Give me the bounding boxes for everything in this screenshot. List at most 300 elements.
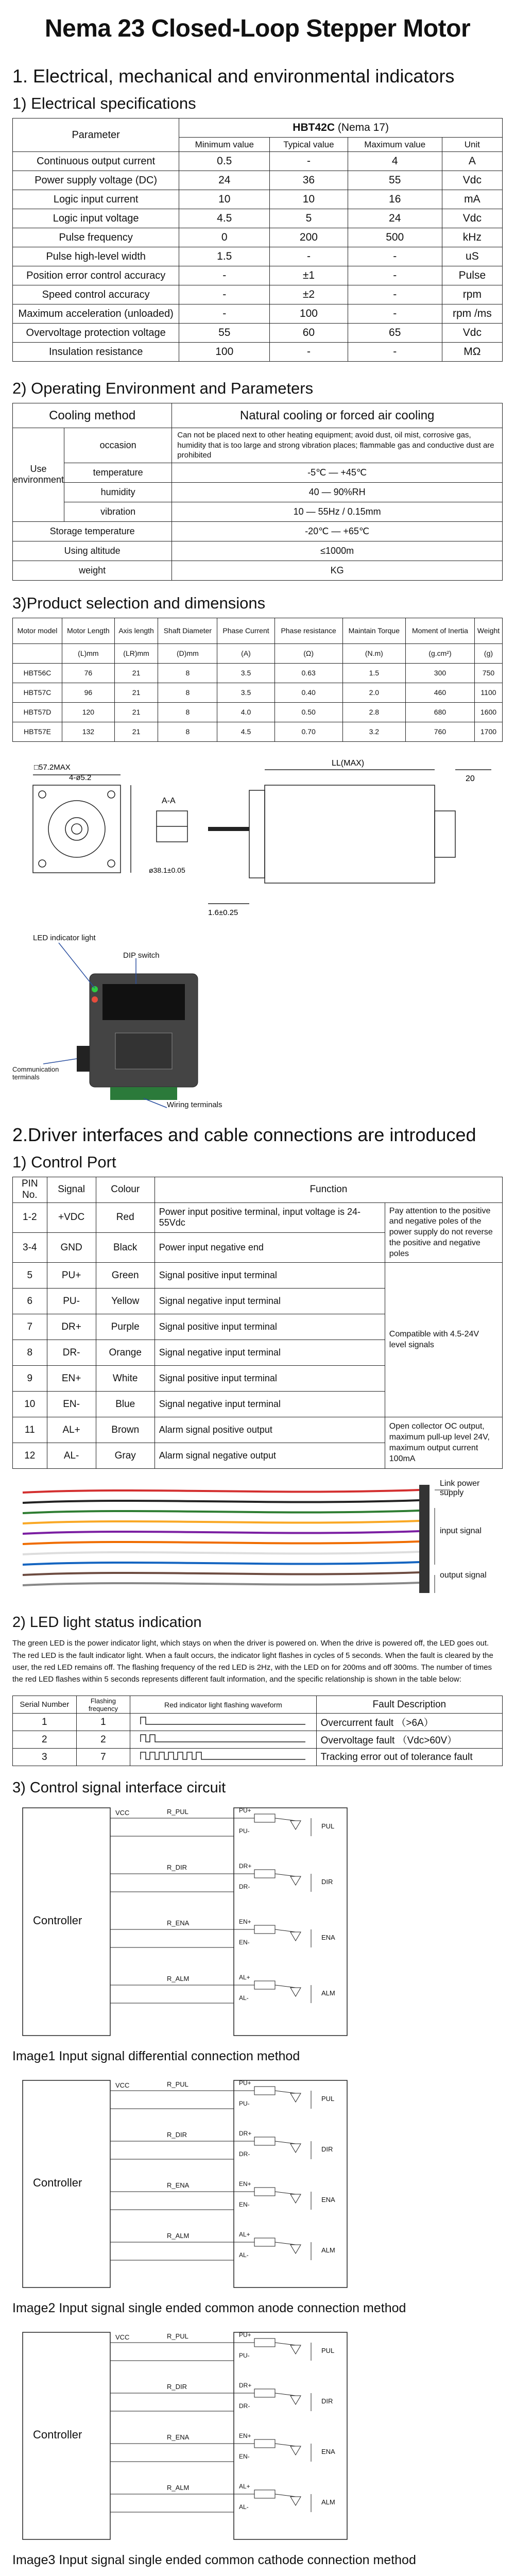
prod-unit: (LR)mm	[114, 643, 158, 663]
circuit-diagram-2	[12, 2075, 503, 2297]
prod-cell: 8	[158, 683, 217, 702]
prod-cell: 4.5	[217, 722, 274, 741]
motor-side-view	[265, 785, 435, 883]
pin-function: Alarm signal positive output	[154, 1417, 385, 1443]
circuit-resistor-label: R_DIR	[167, 2131, 187, 2139]
prod-cell: 3.5	[217, 663, 274, 683]
dimension-drawing-svg	[12, 754, 502, 929]
circuit-resistor-label: R_DIR	[167, 1863, 187, 1872]
prod-cell: 8	[158, 702, 217, 722]
led-header-freq: Flashing frequency	[76, 1696, 130, 1714]
circuit-svg	[12, 2075, 502, 2298]
prod-header: Maintain Torque	[342, 618, 405, 643]
wire	[23, 1562, 419, 1565]
circuit-pin-label: PU-	[239, 1827, 250, 1835]
pin-no: 8	[13, 1340, 47, 1366]
circuit-pin-label: EN+	[239, 1918, 251, 1926]
led-waveform	[130, 1731, 316, 1749]
pin-signal: +VDC	[47, 1202, 96, 1232]
prod-header: Motor model	[13, 618, 62, 643]
prod-cell: 120	[62, 702, 115, 722]
elec-value: -	[270, 343, 348, 362]
prod-header: Moment of Inertia	[405, 618, 474, 643]
elec-value: ±2	[270, 285, 348, 304]
led-header-desc: Fault Description	[316, 1696, 502, 1714]
pin-function: Signal negative input terminal	[154, 1289, 385, 1314]
pin-no: 1-2	[13, 1202, 47, 1232]
circuit-vcc-label: VCC	[115, 1809, 130, 1817]
wiring-photo	[12, 1477, 503, 1601]
wiring-label-power: Link power supply	[440, 1479, 480, 1498]
circuit-pin-label: DR-	[239, 1883, 250, 1891]
pin-function: Signal positive input terminal	[154, 1263, 385, 1289]
wire	[23, 1511, 419, 1513]
circuit-pin-label: DR+	[239, 1862, 252, 1870]
prod-heading: 3)Product selection and dimensions	[12, 594, 266, 612]
elec-value: -	[348, 343, 442, 362]
pin-colour: Orange	[96, 1340, 154, 1366]
dim-label-a2: 4-ø5.2	[69, 773, 92, 782]
prod-unit	[13, 643, 62, 663]
elec-value: 24	[348, 209, 442, 228]
circuit-pin-label: AL-	[239, 2251, 249, 2259]
circuit-pin-label: PU-	[239, 2352, 250, 2360]
led-row	[13, 1714, 503, 1731]
elec-value: 10	[270, 190, 348, 209]
prod-unit: (N.m)	[342, 643, 405, 663]
waveform-svg	[138, 1732, 308, 1745]
circuit-signal-label: ENA	[321, 2196, 335, 2204]
elec-value: ±1	[270, 266, 348, 285]
prod-cell: 0.63	[274, 663, 342, 683]
led-freq: 1	[76, 1714, 130, 1731]
elec-row	[13, 209, 503, 228]
circuit-pin-label: EN-	[239, 2453, 250, 2461]
prod-cell: 1.5	[342, 663, 405, 683]
circuit-signal-label: DIR	[321, 2397, 333, 2405]
pin-row	[13, 1417, 503, 1443]
wire	[23, 1572, 419, 1575]
pin-signal: EN+	[47, 1366, 96, 1392]
occasion-value: Can not be placed next to other heating equipment; avoid dust, oil mist, corrosive gas, humidity that is too large and strong vibration places; flammable gas and conductive dust are prohibited	[172, 428, 503, 463]
motor-front-view	[33, 785, 121, 873]
pin-function: Alarm signal negative output	[154, 1443, 385, 1469]
prod-unit: (Ω)	[274, 643, 342, 663]
circuit-pin-label: EN-	[239, 1939, 250, 1946]
circuit-signal-label: ENA	[321, 2448, 335, 2456]
label-dip: DIP switch	[123, 951, 160, 960]
wire	[23, 1531, 419, 1534]
circuit-signal-label: PUL	[321, 1822, 335, 1831]
led-waveform	[130, 1714, 316, 1731]
prod-header: Phase resistance	[274, 618, 342, 643]
circuit-signal-label: DIR	[321, 1878, 333, 1886]
dim-label-a7: ø38.1±0.05	[149, 866, 185, 874]
pin-header-no: PIN No.	[13, 1177, 47, 1202]
pin-no: 5	[13, 1263, 47, 1289]
pin-header-signal: Signal	[47, 1177, 96, 1202]
wiring-label-output: output signal	[440, 1571, 487, 1580]
pin-function: Signal positive input terminal	[154, 1366, 385, 1392]
waveform-svg	[138, 1749, 308, 1762]
prod-cell: 1600	[474, 702, 502, 722]
prod-cell: 76	[62, 663, 115, 683]
elec-row	[13, 304, 503, 324]
circuit-resistor-label: R_ENA	[167, 2181, 190, 2190]
elec-value: -	[179, 304, 270, 324]
pin-colour: Red	[96, 1202, 154, 1232]
elec-row	[13, 343, 503, 362]
model-header	[179, 118, 503, 138]
wire	[23, 1552, 419, 1554]
label-comm: Communication terminals	[12, 1065, 59, 1081]
wire	[23, 1500, 419, 1503]
circuit-signal-label: ALM	[321, 2246, 335, 2255]
prod-header: Weight	[474, 618, 502, 643]
circuit-resistor-label: R_ALM	[167, 1975, 190, 1983]
model-sub: (Nema 17)	[337, 122, 389, 133]
led-desc: Overvoltage fault （Vdc>60V）	[316, 1731, 502, 1749]
elec-value: rpm /ms	[442, 304, 502, 324]
led-heading: 2) LED light status indication	[12, 1614, 202, 1631]
prod-cell: 1100	[474, 683, 502, 702]
elec-value: 55	[179, 324, 270, 343]
prod-cell: 21	[114, 683, 158, 702]
elec-heading: 1) Electrical specifications	[12, 94, 196, 112]
circuit-pin-label: PU+	[239, 2079, 251, 2087]
pin-table	[12, 1177, 503, 1469]
prod-cell: 0.50	[274, 702, 342, 722]
pin-function: Power input positive terminal, input voltage is 24-55Vdc	[154, 1202, 385, 1232]
prod-unit: (D)mm	[158, 643, 217, 663]
elec-value: kHz	[442, 228, 502, 247]
prod-cell: 132	[62, 722, 115, 741]
dimension-drawing	[12, 754, 503, 929]
pin-colour: Gray	[96, 1443, 154, 1469]
circuit-resistor-label: R_ALM	[167, 2232, 190, 2240]
prod-cell: 1700	[474, 722, 502, 741]
elec-value: MΩ	[442, 343, 502, 362]
circuit-resistor-label: R_PUL	[167, 1808, 188, 1816]
storage-value: -20℃ — +65℃	[172, 521, 503, 541]
circuit-pin-label: AL+	[239, 1974, 250, 1981]
env-heading: 2) Operating Environment and Parameters	[12, 379, 314, 397]
prod-cell: 4.0	[217, 702, 274, 722]
elec-param: Speed control accuracy	[13, 285, 179, 304]
elec-value: 24	[179, 171, 270, 190]
pin-header-colour: Colour	[96, 1177, 154, 1202]
elec-value: 36	[270, 171, 348, 190]
elec-value: 100	[270, 304, 348, 324]
prod-cell: 8	[158, 722, 217, 741]
col-max: Maximum value	[348, 138, 442, 152]
param-header: Parameter	[13, 118, 179, 152]
pin-no: 10	[13, 1392, 47, 1417]
elec-value: 200	[270, 228, 348, 247]
elec-value: -	[348, 247, 442, 266]
circuit-pin-label: DR-	[239, 2150, 250, 2158]
prod-cell: 460	[405, 683, 474, 702]
elec-value: 65	[348, 324, 442, 343]
prod-unit: (g.cm²)	[405, 643, 474, 663]
elec-value: A	[442, 152, 502, 171]
wiring-label-input: input signal	[440, 1527, 482, 1536]
circuit-resistor-label: R_ENA	[167, 1919, 190, 1927]
prod-row	[13, 663, 503, 683]
led-row	[13, 1749, 503, 1766]
dim-label-a4: LL(MAX)	[332, 758, 365, 768]
prod-cell: HBT57C	[13, 683, 62, 702]
dim-label-a6: 1.6±0.25	[208, 908, 238, 917]
prod-cell: 300	[405, 663, 474, 683]
environment-table	[12, 403, 503, 581]
driver-diagram	[12, 933, 503, 1113]
prod-cell: 0.70	[274, 722, 342, 741]
elec-row	[13, 266, 503, 285]
circuit-pin-label: AL-	[239, 1994, 249, 2002]
pin-function: Signal negative input terminal	[154, 1392, 385, 1417]
pin-signal: PU-	[47, 1289, 96, 1314]
circuit-pin-label: EN+	[239, 2432, 251, 2440]
caption-1: Image1 Input signal differential connection method	[12, 2049, 300, 2064]
pin-row	[13, 1263, 503, 1289]
cooling-label: Cooling method	[13, 403, 172, 428]
circuit-resistor-label: R_PUL	[167, 2080, 188, 2089]
pin-function: Signal positive input terminal	[154, 1314, 385, 1340]
prod-cell: HBT57D	[13, 702, 62, 722]
pin-colour: Purple	[96, 1314, 154, 1340]
use-env-label: Use environment	[13, 428, 64, 522]
pin-no: 3-4	[13, 1232, 47, 1263]
wire	[23, 1583, 419, 1585]
elec-value: -	[348, 304, 442, 324]
cooling-value: Natural cooling or forced air cooling	[172, 403, 503, 428]
circuit-pin-label: AL-	[239, 2503, 249, 2511]
product-table	[12, 618, 503, 742]
waveform-svg	[138, 1714, 308, 1727]
electrical-spec-table	[12, 118, 503, 362]
circuit-resistor-label: R_ALM	[167, 2484, 190, 2492]
prod-cell: 8	[158, 663, 217, 683]
humidity-value: 40 — 90%RH	[172, 482, 503, 502]
model-name: HBT42C	[293, 122, 335, 133]
elec-value: 55	[348, 171, 442, 190]
led-header-waveform: Red indicator light flashing waveform	[130, 1696, 316, 1714]
prod-cell: 680	[405, 702, 474, 722]
weight-label: weight	[13, 561, 172, 580]
elec-value: 100	[179, 343, 270, 362]
pin-colour: Green	[96, 1263, 154, 1289]
altitude-label: Using altitude	[13, 541, 172, 561]
pin-row	[13, 1202, 503, 1232]
prod-cell: HBT57E	[13, 722, 62, 741]
elec-value: uS	[442, 247, 502, 266]
elec-value: Pulse	[442, 266, 502, 285]
elec-param: Pulse frequency	[13, 228, 179, 247]
elec-value: -	[179, 266, 270, 285]
pin-no: 12	[13, 1443, 47, 1469]
elec-value: -	[348, 285, 442, 304]
circuit-vcc-label: VCC	[115, 2081, 130, 2090]
elec-value: Vdc	[442, 209, 502, 228]
controller-label: Controller	[33, 2428, 82, 2442]
prod-header: Phase Current	[217, 618, 274, 643]
pin-signal: AL-	[47, 1443, 96, 1469]
vibration-label: vibration	[64, 502, 172, 521]
caption-3: Image3 Input signal single ended common cathode connection method	[12, 2553, 416, 2568]
prod-cell: 21	[114, 663, 158, 683]
prod-cell: HBT56C	[13, 663, 62, 683]
led-desc: Tracking error out of tolerance fault	[316, 1749, 502, 1766]
vibration-value: 10 — 55Hz / 0.15mm	[172, 502, 503, 521]
prod-row	[13, 683, 503, 702]
circuit-pin-label: DR+	[239, 2382, 252, 2389]
circuit-vcc-label: VCC	[115, 2333, 130, 2342]
pin-no: 7	[13, 1314, 47, 1340]
led-freq: 2	[76, 1731, 130, 1749]
prod-cell: 3.5	[217, 683, 274, 702]
prod-header: Axis length	[114, 618, 158, 643]
elec-param: Logic input voltage	[13, 209, 179, 228]
prod-unit: (g)	[474, 643, 502, 663]
prod-unit: (A)	[217, 643, 274, 663]
elec-value: Vdc	[442, 171, 502, 190]
section1-heading: 1. Electrical, mechanical and environmental indicators	[12, 65, 455, 87]
elec-value: 0.5	[179, 152, 270, 171]
elec-row	[13, 324, 503, 343]
pin-no: 6	[13, 1289, 47, 1314]
prod-cell: 750	[474, 663, 502, 683]
led-freq: 7	[76, 1749, 130, 1766]
led-serial: 3	[13, 1749, 77, 1766]
pin-colour: Yellow	[96, 1289, 154, 1314]
circuit-pin-label: AL+	[239, 2231, 250, 2239]
elec-value: 4.5	[179, 209, 270, 228]
elec-param: Logic input current	[13, 190, 179, 209]
elec-value: 0	[179, 228, 270, 247]
circuit-signal-label: PUL	[321, 2347, 335, 2355]
weight-value: KG	[172, 561, 503, 580]
pin-signal: GND	[47, 1232, 96, 1263]
pin-note-signal: Compatible with 4.5-24V level signals	[385, 1263, 502, 1417]
elec-row	[13, 285, 503, 304]
col-unit: Unit	[442, 138, 502, 152]
led-serial: 2	[13, 1731, 77, 1749]
prod-row	[13, 702, 503, 722]
prod-cell: 2.0	[342, 683, 405, 702]
circuit-pin-label: PU+	[239, 2331, 251, 2339]
pin-no: 9	[13, 1366, 47, 1392]
circuit-pin-label: PU+	[239, 1807, 251, 1815]
elec-row	[13, 228, 503, 247]
storage-label: Storage temperature	[13, 521, 172, 541]
control-heading: 1) Control Port	[12, 1153, 116, 1171]
pin-colour: White	[96, 1366, 154, 1392]
page-title: Nema 23 Closed-Loop Stepper Motor	[44, 15, 471, 42]
section2-heading: 2.Driver interfaces and cable connections are introduced	[12, 1124, 476, 1145]
elec-value: -	[348, 266, 442, 285]
altitude-value: ≤1000m	[172, 541, 503, 561]
circuit-signal-label: DIR	[321, 2145, 333, 2154]
elec-value: Vdc	[442, 324, 502, 343]
elec-value: 1.5	[179, 247, 270, 266]
pin-note-alarm: Open collector OC output, maximum pull-up level 24V, maximum output current 100mA	[385, 1417, 502, 1469]
temperature-value: -5℃ — +45℃	[172, 463, 503, 482]
elec-param: Continuous output current	[13, 152, 179, 171]
elec-value: 4	[348, 152, 442, 171]
circuit-signal-label: ALM	[321, 1989, 335, 1997]
led-serial: 1	[13, 1714, 77, 1731]
pin-header-function: Function	[154, 1177, 502, 1202]
wire	[23, 1521, 419, 1523]
elec-value: 60	[270, 324, 348, 343]
prod-cell: 3.2	[342, 722, 405, 741]
elec-param: Position error control accuracy	[13, 266, 179, 285]
elec-param: Maximum acceleration (unloaded)	[13, 304, 179, 324]
driver-diagram-svg	[12, 933, 502, 1113]
led-desc: Overcurrent fault （>6A）	[316, 1714, 502, 1731]
circuit-diagram-1	[12, 1803, 503, 2045]
circuit-diagram-3	[12, 2327, 503, 2549]
prod-cell: 760	[405, 722, 474, 741]
pin-function: Power input negative end	[154, 1232, 385, 1263]
circuit-svg	[12, 2327, 502, 2550]
pin-signal: DR-	[47, 1340, 96, 1366]
pin-signal: DR+	[47, 1314, 96, 1340]
elec-param: Pulse high-level width	[13, 247, 179, 266]
temperature-label: temperature	[64, 463, 172, 482]
circuit-pin-label: EN-	[239, 2201, 250, 2209]
circuit-signal-label: PUL	[321, 2095, 335, 2103]
elec-row	[13, 247, 503, 266]
elec-param: Overvoltage protection voltage	[13, 324, 179, 343]
col-min: Minimum value	[179, 138, 270, 152]
led-row	[13, 1731, 503, 1749]
led-waveform	[130, 1749, 316, 1766]
prod-cell: 2.8	[342, 702, 405, 722]
circuit-svg	[12, 1803, 502, 2046]
prod-cell: 96	[62, 683, 115, 702]
circuit-pin-label: PU-	[239, 2100, 250, 2108]
controller-label: Controller	[33, 1914, 82, 1927]
pin-signal: EN-	[47, 1392, 96, 1417]
pin-colour: Brown	[96, 1417, 154, 1443]
circuit-pin-label: DR-	[239, 2402, 250, 2410]
wire	[23, 1541, 419, 1544]
dim-label-a5: 20	[466, 774, 475, 783]
led-paragraph: The green LED is the power indicator light, which stays on when the driver is powered on. When the drive is powered off, the LED goes out. The red LED is the fault indicator light. When a fault occurs, the indicator light flashes in cycles of 5 seconds. When the fault is cleared by the user, the red LED remains off. The flashing frequency of the red LED is 2Hz, with the LED on for 200ms and off 300ms. The number of times the red LED flashes within 5 seconds represents different fault information, and the specific relationship is shown in the table below:	[12, 1639, 493, 1684]
elec-value: mA	[442, 190, 502, 209]
controller-label: Controller	[33, 2176, 82, 2190]
led-table	[12, 1696, 503, 1766]
pin-colour: Blue	[96, 1392, 154, 1417]
elec-param: Power supply voltage (DC)	[13, 171, 179, 190]
circuit-resistor-label: R_PUL	[167, 2332, 188, 2341]
wiring-photo-svg	[12, 1477, 502, 1601]
circuit-pin-label: AL+	[239, 2483, 250, 2490]
circuit-heading: 3) Control signal interface circuit	[12, 1780, 226, 1797]
wire	[23, 1490, 419, 1493]
prod-header: Shaft Diameter	[158, 618, 217, 643]
prod-row	[13, 722, 503, 741]
occasion-label: occasion	[64, 428, 172, 463]
pin-function: Signal negative input terminal	[154, 1340, 385, 1366]
dim-label-a3: A-A	[162, 796, 176, 805]
elec-value: -	[179, 285, 270, 304]
elec-param: Insulation resistance	[13, 343, 179, 362]
elec-row	[13, 171, 503, 190]
caption-2: Image2 Input signal single ended common anode connection method	[12, 2301, 406, 2316]
